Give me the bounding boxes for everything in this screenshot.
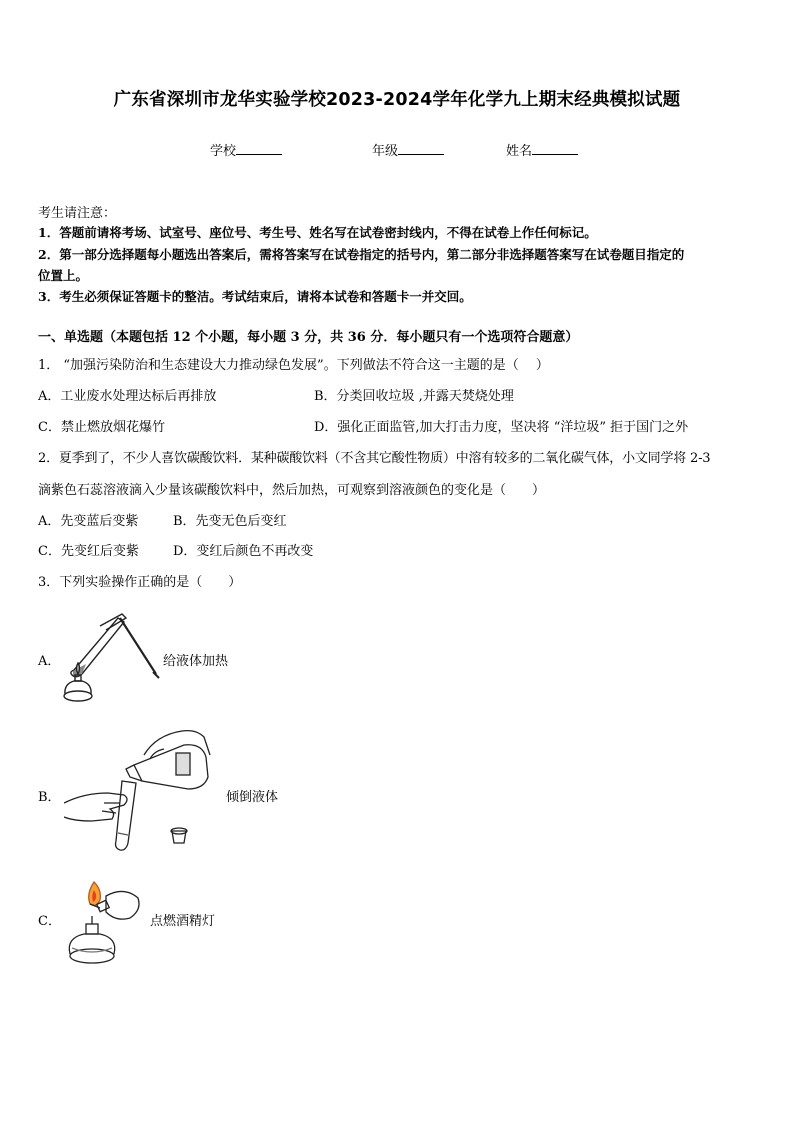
question-3-stem: 3．下列实验操作正确的是（ ）: [38, 575, 242, 590]
notice-item: 1．答题前请将考场、试室号、座位号、考生号、姓名写在试卷密封线内，不得在试卷上作任何标记。: [38, 225, 597, 240]
school-label: 学校: [210, 144, 237, 159]
notice-item: 位置上。: [38, 268, 89, 283]
q2-option-b[interactable]: B．先变无色后变红: [173, 514, 287, 529]
q3-option-b-text: 倾倒液体: [226, 790, 279, 805]
q3-option-c-text: 点燃酒精灯: [150, 914, 216, 929]
name-field[interactable]: [506, 140, 578, 159]
lighting-alcohol-lamp-illustration: [60, 876, 150, 971]
pouring-liquid-illustration: [64, 725, 214, 855]
page-title: 广东省深圳市龙华实验学校2023-2024学年化学九上期末经典模拟试题: [113, 90, 681, 110]
school-field[interactable]: [210, 140, 282, 159]
q1-option-a[interactable]: A．工业废水处理达标后再排放: [38, 389, 217, 404]
grade-blank: [398, 142, 444, 155]
q3-option-a-letter[interactable]: A．: [38, 654, 61, 669]
grade-label: 年级: [372, 144, 399, 159]
q2-option-d[interactable]: D．变红后颜色不再改变: [173, 544, 314, 559]
q2-option-c[interactable]: C．先变红后变紫: [38, 544, 139, 559]
q3-option-a-text: 给液体加热: [163, 654, 229, 669]
notice-heading: 考生请注意：: [38, 206, 117, 221]
q1-option-d[interactable]: D．强化正面监管,加大打击力度，坚决将 “洋垃圾” 拒于国门之外: [314, 420, 689, 435]
heating-liquid-illustration: [60, 608, 160, 708]
grade-field[interactable]: [372, 140, 444, 159]
section-heading: 一、单选题（本题包括 12 个小题，每小题 3 分，共 36 分．每小题只有一个选项符合题意）: [38, 330, 579, 345]
q2-option-a[interactable]: A．先变蓝后变紫: [38, 514, 139, 529]
q1-option-c[interactable]: C．禁止燃放烟花爆竹: [38, 420, 165, 435]
school-blank: [236, 142, 282, 155]
question-2-stem-line1: 2．夏季到了，不少人喜饮碳酸饮料．某种碳酸饮料（不含其它酸性物质）中溶有较多的二氧化碳气体，小文同学将 2-3: [38, 451, 711, 466]
name-blank: [532, 142, 578, 155]
name-label: 姓名: [506, 144, 533, 159]
q1-option-b[interactable]: B．分类回收垃圾 ,并露天焚烧处理: [314, 389, 514, 404]
notice-item: 3．考生必须保证答题卡的整洁。考试结束后，请将本试卷和答题卡一并交回。: [38, 289, 472, 304]
question-1-stem: 1． “加强污染防治和生态建设大力推动绿色发展”。下列做法不符合这一主题的是（ ）: [38, 358, 549, 373]
q3-option-c-letter[interactable]: C．: [38, 914, 61, 929]
notice-item: 2．第一部分选择题每小题选出答案后，需将答案写在试卷指定的括号内，第二部分非选择题答案写在试卷题目指定的: [38, 247, 685, 262]
q3-option-b-letter[interactable]: B．: [38, 790, 61, 805]
question-2-stem-line2: 滴紫色石蕊溶液滴入少量该碳酸饮料中，然后加热，可观察到溶液颜色的变化是（ ）: [38, 483, 546, 498]
